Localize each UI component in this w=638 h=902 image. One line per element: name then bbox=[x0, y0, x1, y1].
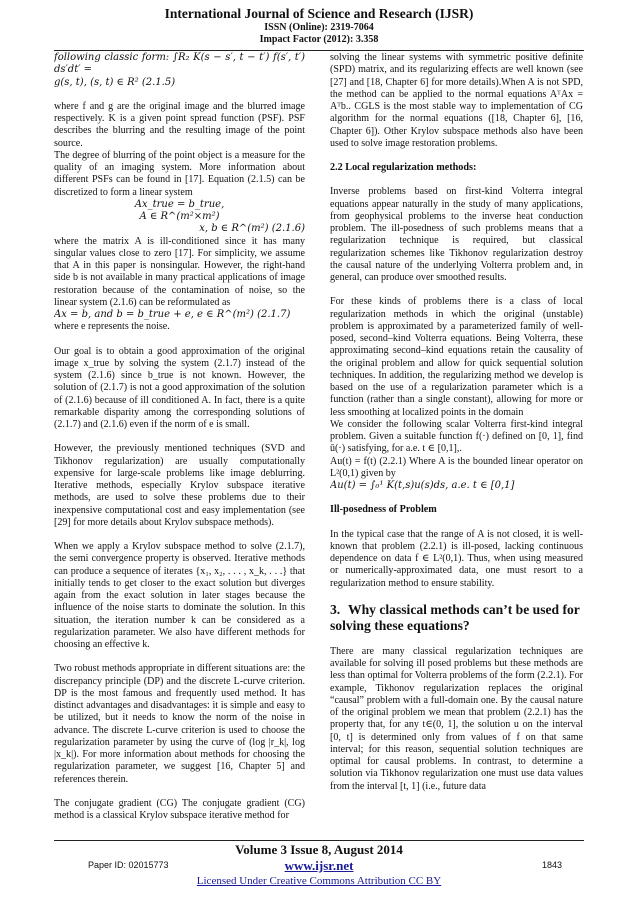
paragraph: However, the previously mentioned techniques (SVD and Tikhonov regularization) are usually computationally expensive for large-scale problems like image deblurring. Iterative methods, especially Krylov subspace iterative methods, are used to solve these problems due to their inexpensive computational cost and easy implementation (see [29] for more details about Krylov subspace methods). bbox=[54, 443, 305, 528]
issn: ISSN (Online): 2319-7064 bbox=[264, 22, 374, 33]
equation-2-1-5: g(s, t), (s, t) ∈ R² (2.1.5) bbox=[54, 76, 176, 88]
header-rule bbox=[54, 50, 584, 51]
paragraph: There are many classical regularization techniques are available for solving ill posed problems but these methods are less than optimal for Volterra problems of the form (2.2.1). For example, Tikhonov regularization replaces the original “causal” problem with a full-domain one. By the causal nature of the original problem we mean that problem (2.2.1) has the property that, for any t∈(0, 1], the solution u on the interval [0, t] is determined only from values of f on that same interval; for this reason, sequential solution techniques are optimal for causal problems. In contrast, to determine a solution via Tikhonov regularization one must use data values from the interval [t, 1] (i.e., future data bbox=[330, 645, 583, 792]
paper-id: Paper ID: 02015773 bbox=[88, 860, 169, 870]
footer-rule bbox=[54, 840, 584, 841]
page-number: 1843 bbox=[542, 860, 563, 870]
left-column bbox=[54, 52, 305, 828]
paragraph: The conjugate gradient (CG) The conjugate gradient (CG) method is a classical Krylov subspace iterative method for bbox=[54, 797, 305, 821]
subsection-heading: Ill-posedness of Problem bbox=[330, 504, 437, 516]
right-column bbox=[330, 52, 583, 828]
paragraph: Our goal is to obtain a good approximation of the original image x_true by solving the system (2.1.7) instead of the system (2.1.6) since b_true is not known. However, the solution of (2.1.7) is not a good approximation of the solution of (2.1.6) because of ill conditioned A. In fact, there is a quite remarkable disparity among the corresponding solutions of (2.1.7) and (2.1.6) even if the norm of e is small. bbox=[54, 345, 305, 430]
paragraph: Inverse problems based on first-kind Volterra integral equations appear naturally in the study of many applications, from geophysical problems to the inverse heat conduction problem. The ill-posedness of such problems means that a regularization technique is required, but classical regularization schemes like Tikhonov regularization destroy the causal nature of the underlying Volterra problem and, in general, can produce over smoothed results. bbox=[330, 186, 583, 283]
paragraph: We consider the following scalar Volterra first-kind integral problem. Given a suitable function f(·) defined on [0, 1], find ū(·) satisfying, for a.e. t ∈ [0,1],. bbox=[330, 418, 583, 455]
section-3-heading: 3. Why classical methods can’t be used for solving these equations? bbox=[330, 601, 580, 633]
paragraph: For these kinds of problems there is a class of local regularization methods in which the original (unstable) problem is approximated by a parameterized family of well-posed, second–kind Volterra equations. Being Volterra, these approximating second–kind equations retain the causality of the original problem and allow for quick sequential solution techniques. In addition, the regularizing method we develop is based on the use of a regularization parameter which is a function (rather than a single constant), allowing for more or less smoothing at localized points in the domain bbox=[330, 296, 583, 418]
paragraph: solving the linear systems with symmetric positive definite (SPD) matrix, and its regularizing effects are well known (see [27] and [18, Chapter 6] for more details).When A is not SPD, the method can be applied to the normal equations AᵀAx = Aᵀb.. CGLS is the most stable way to implementation of CG algorithm for the normal equations ([18, Chapter 6], [16, Chapter 6]). Other Krylov subspace methods also have been used to solve image restoration problems. bbox=[330, 52, 583, 149]
paragraph: Two robust methods appropriate in different situations are: the discrepancy principle (DP) and the discrete L-curve criterion. DP is the most famous and frequently used method. It has distinct advantages and disadvantages: it is simple and easy to be utilized, but it needs to know the norm of the noise in advance. The discrete L-curve criterion is used to choose the regularization parameter by using the curve of (log |r_k|, log |x_k|). For more information about methods for choosing the regularization parameter, we suggest [16, Chapter 5] and references therein. bbox=[54, 663, 305, 785]
impact-factor: Impact Factor (2012): 3.358 bbox=[259, 34, 379, 45]
paragraph: The degree of blurring of the point object is a measure for the quality of an imaging system. More information about different PSFs can be found in [17]. Equation (2.1.5) can be discretized to form a linear system bbox=[54, 149, 305, 198]
volume-issue: Volume 3 Issue 8, August 2014 bbox=[235, 842, 403, 857]
equation-2-1-6: x, b ∈ R^(m²) (2.1.6) bbox=[199, 223, 305, 235]
journal-header bbox=[0, 6, 638, 46]
equation-2-2-1: Au(t) = f(t) (2.2.1) Where A is the bounded linear operator on L²(0,1) given by bbox=[330, 455, 583, 479]
paragraph: where the matrix A is ill-conditioned since it has many singular values close to zero [17]. For simplicity, we assume that A in this paper is nonsingular. However, the right-hand side b is not available in many practical applications of image restoration because of the contamination of noise, so the linear system (2.1.6) can be reformulated as bbox=[54, 235, 305, 308]
paragraph: where f and g are the original image and the blurred image respectively. K is a given point spread function (PSF). PSF describes the blurring and the resulting image of the point source. bbox=[54, 100, 305, 149]
equation-line: A ∈ R^(m²×m²) bbox=[139, 211, 220, 222]
section-heading: 2.2 Local regularization methods: bbox=[330, 162, 477, 173]
license-link[interactable]: Licensed Under Creative Commons Attribution CC BY bbox=[196, 875, 442, 887]
journal-title: International Journal of Science and Research (IJSR) bbox=[164, 6, 474, 21]
equation-2-1-7: Ax = b, and b = b_true + e, e ∈ R^(m²) (2.1.7) bbox=[54, 309, 291, 320]
equation-line: Ax_true = b_true, bbox=[134, 198, 225, 210]
paragraph: following classic form: ∫R₂ K(s − s′, t − t′) f(s′, t′) ds′dt′ = bbox=[54, 52, 305, 76]
paragraph: In the typical case that the range of A is not closed, it is well-known that problem (2.2.1) is ill-posed, lacking continuous dependence on data f ∈ L²(0,1). Thus, when using measured or numerically-approximated data, one must resort to a regularization method to ensure stability. bbox=[330, 528, 583, 589]
journal-website-link[interactable]: www.ijsr.net bbox=[284, 858, 354, 873]
paragraph: where e represents the noise. bbox=[54, 321, 170, 333]
equation-operator: Au(t) = ∫₀¹ K(t,s)u(s)ds, a.e. t ∈ [0,1] bbox=[330, 480, 515, 491]
paragraph: When we apply a Krylov subspace method to solve (2.1.7), the semi convergence property is observed. Iterative methods can produce a sequence of iterates {x₁, x₂, . . . , x_k, . . .} that initially tends to get closer to the exact solution but diverges again from the exact solution in later stages because the influence of the noise starts to dominate the solution. In this situation, the iteration number k can be considered as a regularization parameter. We also have different methods for choosing an effective k. bbox=[54, 541, 305, 650]
